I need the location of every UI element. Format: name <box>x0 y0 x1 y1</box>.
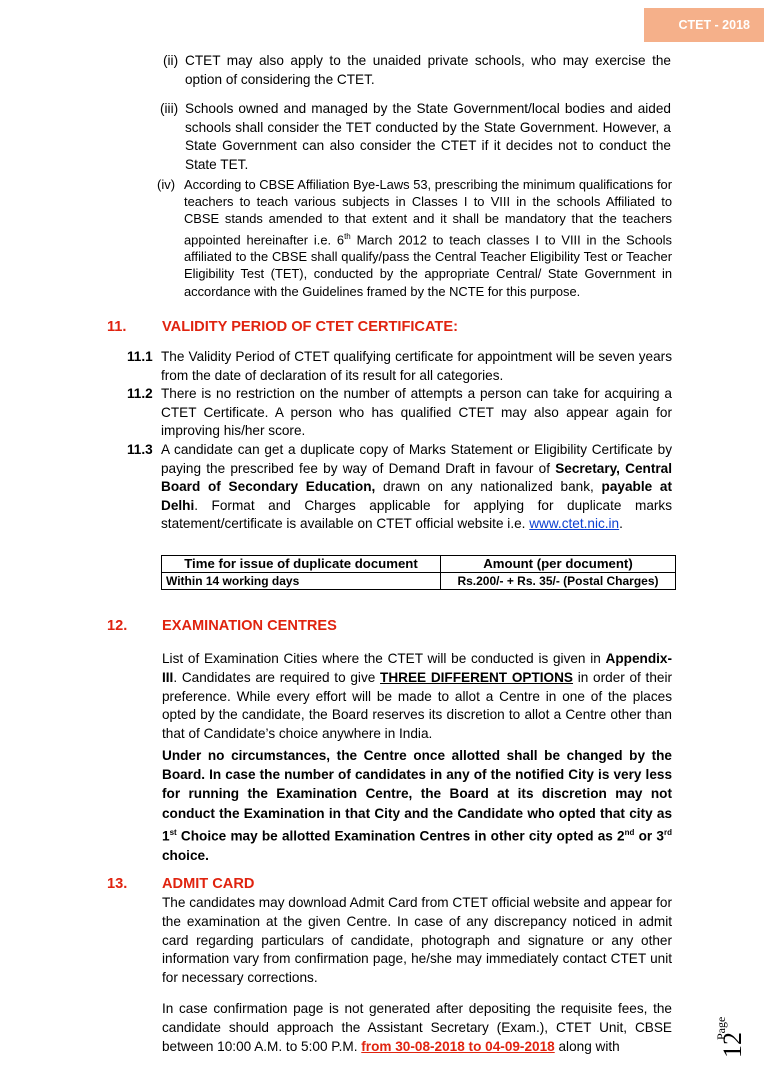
item-text: CTET may also apply to the unaided private schools, who may exercise the option of considering the CTET. <box>185 53 671 87</box>
section-title: ADMIT CARD <box>162 876 255 892</box>
page-number-label <box>714 1000 748 1060</box>
para-number: 11.1 <box>127 349 153 364</box>
ctet-website-link[interactable]: www.ctet.nic.in <box>529 516 620 531</box>
header-bar <box>0 0 764 46</box>
header-tag: CTET - 2018 <box>644 8 764 42</box>
paragraph: The Validity Period of CTET qualifying certificate for appointment will be seven years from the date of declaration of its result for all categories. <box>161 349 672 383</box>
table-header: Amount (per document) <box>441 556 676 573</box>
paragraph: In case confirmation page is not generated after depositing the requisite fees, the candidate should approach the Assistant Secretary (Exam.), CTET Unit, CBSE between 10:00 A.M. to 5:00 P.M. from 30-08-2018 to 04-09-2018 along with <box>162 1001 672 1054</box>
item-text: According to CBSE Affiliation Bye-Laws 53, prescribing the minimum qualifications for teachers to teach various subjects in Classes I to VIII in the schools Affiliated to CBSE stands amended to that extent and it shall be mandatory that the teachers appointed hereinafter i.e. 6th March 2012 to teach classes I to VIII in the Schools affiliated to the CBSE shall qualify/pass the Central Teacher Eligibility Test or Teacher Eligibility Test (TET), conducted by the appropriate Central/ State Government in accordance with the Guidelines framed by the NCTE for this purpose. <box>184 177 672 299</box>
section-number: 13. <box>107 876 128 892</box>
section-title: EXAMINATION CENTRES <box>162 618 337 634</box>
table-row <box>162 556 676 573</box>
paragraph: The candidates may download Admit Card from CTET official website and appear for the examination at the given Centre. In case of any discrepancy noticed in admit card regarding particulars of candidate, photograph and signature or any other information vary from confirmation page, he/she may immediately contact CTET unit for necessary corrections. <box>162 895 672 986</box>
section-number: 11. <box>107 319 127 335</box>
table-header: Time for issue of duplicate document <box>162 556 441 573</box>
paragraph: A candidate can get a duplicate copy of Marks Statement or Eligibility Certificate by paying the prescribed fee by way of Demand Draft in favour of Secretary, Central Board of Secondary Education, drawn on any nationalized bank, payable at Delhi. Format and Charges applicable for applying for duplicate marks statement/certificate is available on CTET official website i.e. www.ctet.nic.in. <box>161 442 672 531</box>
table-row <box>162 573 676 590</box>
item-number: (ii) <box>163 53 179 68</box>
table-cell: Rs.200/- + Rs. 35/- (Postal Charges) <box>441 573 676 590</box>
item-text: Schools owned and managed by the State Government/local bodies and aided schools shall consider the TET conducted by the State Government. However, a State Government can also consider the CTET if it decides not to conduct the State TET. <box>185 101 671 172</box>
para-number: 11.3 <box>127 442 153 457</box>
para-number: 11.2 <box>127 386 153 401</box>
section-number: 12. <box>107 618 128 634</box>
paragraph: There is no restriction on the number of attempts a person can take for acquiring a CTET Certificate. A person who has qualified CTET may also appear again for improving his/her score. <box>161 386 672 438</box>
paragraph: List of Examination Cities where the CTET will be conducted is given in Appendix-III. Candidates are required to give THREE DIFFERENT OPTIONS in order of their preference. While every effort will be made to allot a Centre in one of the places opted by the candidate, the Board reserves its discretion to allot a Centre other than that of Candidate’s choice anywhere in India. <box>162 651 673 742</box>
page-word: Page <box>714 1016 728 1040</box>
item-number: (iii) <box>160 101 179 116</box>
page-number: 12 <box>718 1032 747 1058</box>
item-number: (iv) <box>157 177 176 192</box>
paragraph: Under no circumstances, the Centre once allotted shall be changed by the Board. In case the number of candidates in any of the notified City is very less for running the Examination Centre, the Board at its discretion may not conduct the Examination in that City and the Candidate who opted that city as 1st Choice may be allotted Examination Centres in other city opted as 2nd or 3rd choice. <box>162 748 672 863</box>
section-title: VALIDITY PERIOD OF CTET CERTIFICATE: <box>162 319 458 335</box>
fee-table <box>161 555 676 590</box>
table-cell: Within 14 working days <box>162 573 441 590</box>
